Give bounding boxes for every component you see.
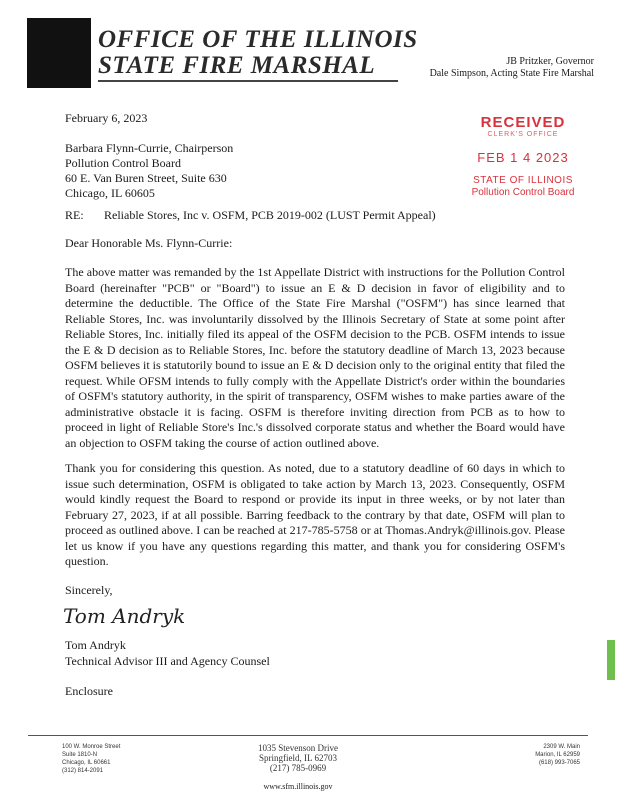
- received-stamp-date: FEB 1 4 2023: [477, 150, 569, 165]
- fire-marshal-name: Dale Simpson, Acting State Fire Marshal: [429, 68, 594, 79]
- footer-website: www.sfm.illinois.gov: [263, 782, 333, 791]
- footer-right-line: (618) 993-7065: [538, 760, 580, 766]
- letter-date: February 6, 2023: [65, 111, 148, 125]
- received-stamp-title: RECEIVED: [480, 114, 566, 131]
- body-paragraph-2: Thank you for considering this question. As noted, due to a statutory deadline of 60 days in which to issue such determination, OSFM is obligated to take action by March 13, 2023. Consequently, OSFM would kindly request the Board to respond or provide its input in three weeks, or by not later than February 27, 2023, if at all possible. Barring feedback to the contrary by that date, OSFM will plan to proceed as outlined above. I can be reached at 217-785-5758 or at Thomas.Andryk@illinois.gov. Please let us know if you have any questions regarding this matter, and thank you for considering OSFM's question.: [65, 461, 565, 568]
- footer-center-line: 1035 Stevenson Drive: [258, 743, 338, 753]
- body-paragraph-1: The above matter was remanded by the 1st Appellate District with instructions for the Pollution Control Board (hereinafter "PCB" or "Board") to issue an E & D decision in favor of eligibility and to determine the deductible. The Office of the State Fire Marshal ("OSFM") has since learned that Reliable Stores, Inc. was involuntarily dissolved by the Illinois Secretary of State at some point after Reliable Stores, Inc. initially filed its appeal of the OSFM decision to the PCB. OSFM intends to issue the E & D decision as to Reliable Stores, Inc. before the statutory deadline of March 13, 2023 because OSFM believes it is statutorily bound to issue an E & D decision only to the original entity that filed the request. While OFSM intends to fully comply with the Appellate District's order within the boundaries of OSFM's statutory authority, in the spirit of transparency, OSFM wishes to make parties aware of the administrative obstacle it is facing. OSFM is therefore inviting direction from PCB as to how to proceed in light of Reliable Store's Inc.'s dissolved corporate status and whether the Board would have an objection to OSFM taking the course of action outlined above.: [65, 265, 565, 450]
- signer-title: Technical Advisor III and Agency Counsel: [65, 654, 270, 668]
- header-rule: [98, 80, 398, 82]
- footer-center-line: (217) 785-0969: [269, 763, 327, 773]
- received-stamp-state: STATE OF ILLINOIS: [473, 175, 573, 186]
- recipient-line-2: Pollution Control Board: [65, 156, 182, 170]
- footer-right-line: Marion, IL 62959: [535, 752, 580, 758]
- received-stamp-board: Pollution Control Board: [471, 187, 575, 198]
- org-name-line1: OFFICE OF THE ILLINOIS: [98, 26, 418, 53]
- re-subject: Reliable Stores, Inc v. OSFM, PCB 2019-002 (LUST Permit Appeal): [104, 208, 436, 222]
- footer-chicago-office: [62, 743, 120, 775]
- salutation: Dear Honorable Ms. Flynn-Currie:: [65, 236, 233, 250]
- footer-left-line: 100 W. Monroe Street: [62, 744, 121, 750]
- footer-left-line: (312) 814-2091: [62, 768, 104, 774]
- recipient-line-3: 60 E. Van Buren Street, Suite 630: [65, 171, 227, 185]
- org-name-line2: STATE FIRE MARSHAL: [98, 52, 376, 79]
- footer-left-line: Chicago, IL 60661: [62, 760, 111, 766]
- margin-mark: [607, 640, 615, 680]
- footer-center-line: Springfield, IL 62703: [259, 753, 337, 763]
- re-label: RE:: [65, 208, 84, 222]
- recipient-line-1: Barbara Flynn-Currie, Chairperson: [65, 141, 234, 155]
- footer-marion-office: [470, 743, 580, 767]
- agency-logo-block: [27, 18, 91, 88]
- signer-name: Tom Andryk: [65, 638, 126, 652]
- closing: Sincerely,: [65, 583, 113, 597]
- footer-right-line: 2309 W. Main: [543, 744, 580, 750]
- footer-rule: [28, 735, 588, 736]
- handwritten-signature: Tom Andryk: [63, 604, 186, 628]
- recipient-line-4: Chicago, IL 60605: [65, 186, 155, 200]
- governor-name: JB Pritzker, Governor: [506, 56, 594, 67]
- received-stamp-clerk: CLERK'S OFFICE: [487, 131, 559, 138]
- footer-left-line: Suite 1810-N: [62, 752, 98, 758]
- footer-springfield-office: [238, 743, 358, 773]
- enclosure-note: Enclosure: [65, 684, 113, 698]
